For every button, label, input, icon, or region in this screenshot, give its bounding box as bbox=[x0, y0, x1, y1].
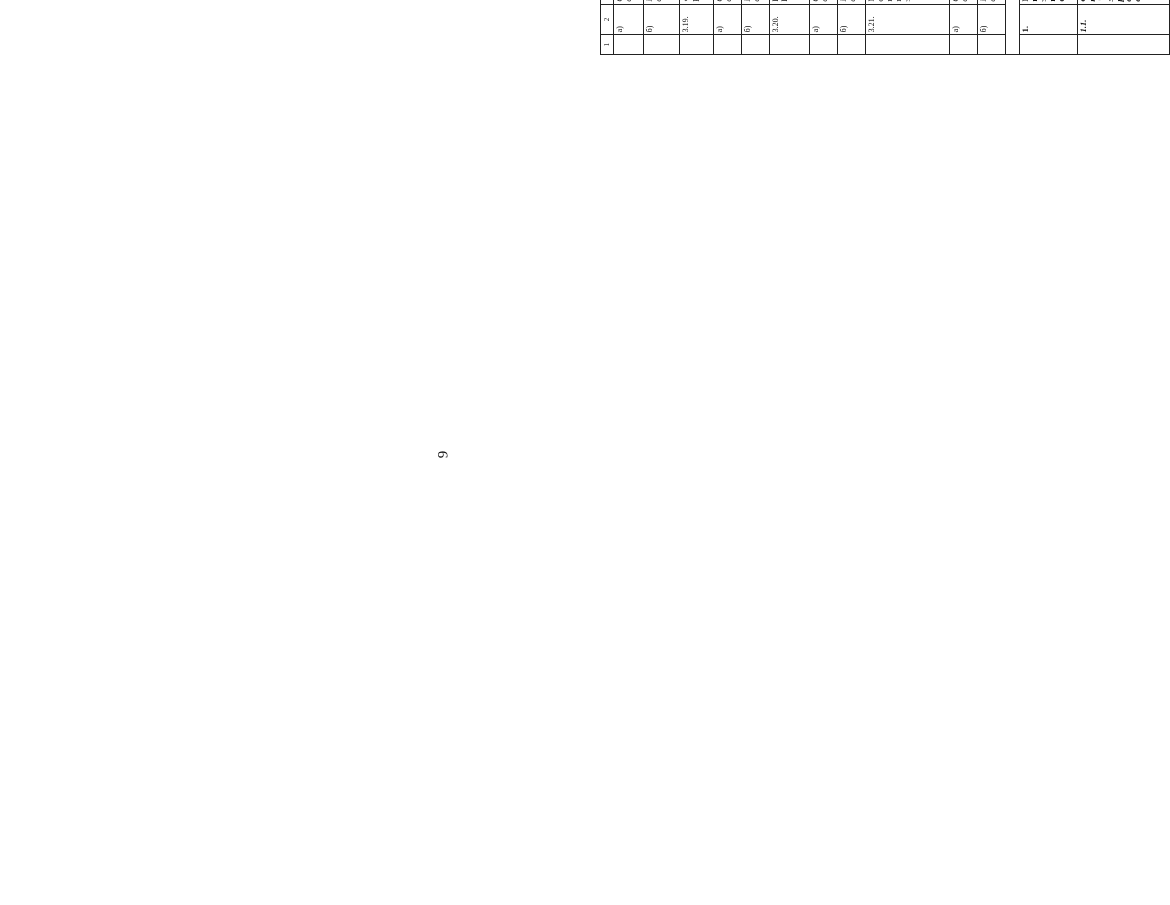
table-row bbox=[866, 0, 950, 55]
table-cell bbox=[866, 35, 950, 55]
table-row bbox=[838, 0, 866, 55]
table-cell: 3.19. bbox=[680, 4, 714, 35]
table-row bbox=[680, 0, 714, 55]
table-cell: 3.20. bbox=[770, 4, 810, 35]
table-cell bbox=[978, 0, 1006, 4]
table-cell: 1. bbox=[1020, 4, 1078, 35]
table-cell bbox=[714, 0, 742, 4]
table-row bbox=[644, 0, 680, 55]
table-row bbox=[1078, 0, 1170, 55]
table-row bbox=[614, 0, 644, 55]
table-cell bbox=[866, 0, 950, 4]
table-cell bbox=[838, 0, 866, 4]
table-row bbox=[978, 0, 1006, 55]
table-cell: б) bbox=[644, 4, 680, 35]
table-row bbox=[810, 0, 838, 55]
table-cell bbox=[950, 35, 978, 55]
table-cell bbox=[644, 35, 680, 55]
table-cell bbox=[742, 0, 770, 4]
table-cell bbox=[614, 35, 644, 55]
table-cell bbox=[742, 35, 770, 55]
table-cell: а) bbox=[950, 4, 978, 35]
section-title-row bbox=[1006, 0, 1020, 55]
table-cell bbox=[810, 0, 838, 4]
page-number: 9 bbox=[435, 450, 452, 459]
header-row bbox=[601, 0, 614, 55]
table-cell bbox=[978, 35, 1006, 55]
table-cell bbox=[838, 35, 866, 55]
table-cell bbox=[1020, 35, 1078, 55]
table-cell: а) bbox=[714, 4, 742, 35]
table-cell bbox=[1078, 35, 1170, 55]
table-row bbox=[714, 0, 742, 55]
investment-table bbox=[600, 0, 1170, 55]
table-cell bbox=[714, 35, 742, 55]
table-cell bbox=[770, 0, 810, 4]
table-cell bbox=[1020, 0, 1078, 4]
table-cell: а) bbox=[614, 4, 644, 35]
column-number: 1 bbox=[601, 35, 614, 55]
table-row bbox=[770, 0, 810, 55]
table-row bbox=[742, 0, 770, 55]
table-cell bbox=[770, 35, 810, 55]
table-cell: б) bbox=[838, 4, 866, 35]
table-row bbox=[950, 0, 978, 55]
table-cell bbox=[614, 0, 644, 4]
section-title bbox=[1006, 0, 1020, 55]
table-row bbox=[1020, 0, 1078, 55]
table-cell: б) bbox=[742, 4, 770, 35]
table-cell bbox=[810, 35, 838, 55]
table-cell bbox=[644, 0, 680, 4]
table-cell: б) bbox=[978, 4, 1006, 35]
investment-table-container bbox=[600, 0, 1112, 55]
table-cell: а) bbox=[810, 4, 838, 35]
table-cell bbox=[1078, 0, 1170, 4]
column-number bbox=[601, 0, 614, 4]
table-cell: 3.21. bbox=[866, 4, 950, 35]
table-cell bbox=[680, 0, 714, 4]
column-number: 2 bbox=[601, 4, 614, 35]
table-cell bbox=[950, 0, 978, 4]
table-cell: 1.1. bbox=[1078, 4, 1170, 35]
table-cell bbox=[680, 35, 714, 55]
